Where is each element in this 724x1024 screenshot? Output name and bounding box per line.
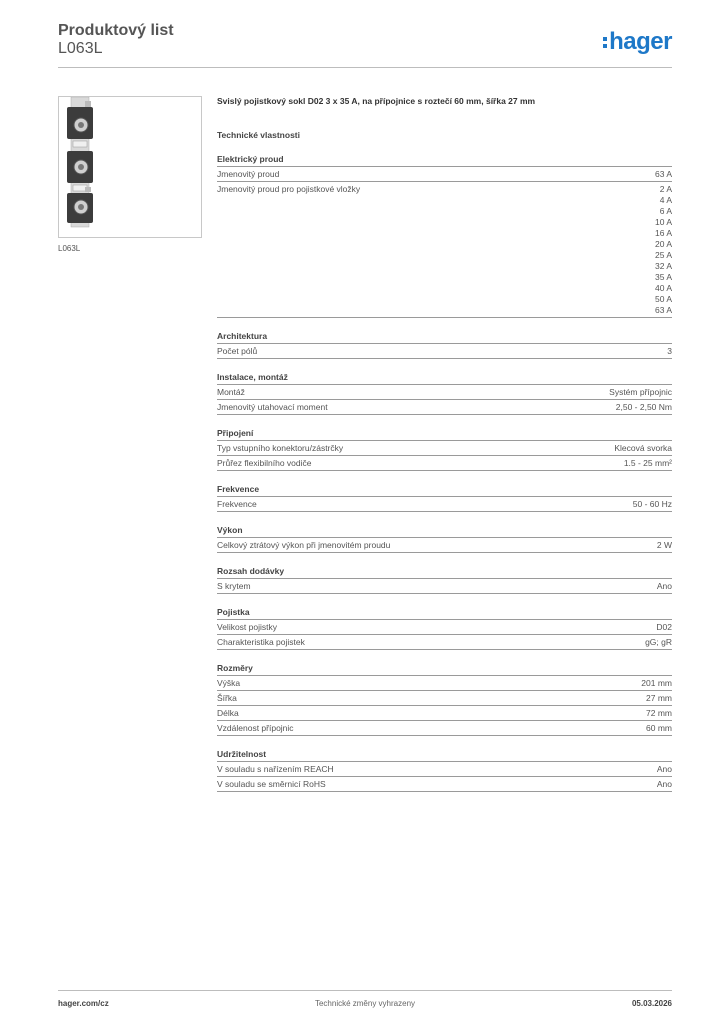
spec-value	[667, 346, 672, 357]
spec-row	[217, 538, 672, 553]
section-title: Rozsah dodávky	[217, 565, 672, 579]
spec-row	[217, 167, 672, 182]
spec-value-item: 27 mm	[646, 693, 672, 703]
section-title: Frekvence	[217, 483, 672, 497]
spec-value	[614, 443, 672, 454]
spec-row	[217, 441, 672, 456]
spec-value-item: gG; gR	[645, 637, 672, 647]
spec-value-item: 25 A	[654, 250, 672, 260]
spec-value	[657, 764, 672, 775]
spec-row	[217, 456, 672, 471]
section-title: Elektrický proud	[217, 153, 672, 167]
spec-value	[609, 387, 672, 398]
spec-section	[217, 748, 672, 792]
spec-value-item: Klecová svorka	[614, 443, 672, 453]
spec-label: Velikost pojistky	[217, 622, 277, 632]
spec-value-item: 2,50 - 2,50 Nm	[615, 402, 672, 412]
spec-label: Průřez flexibilního vodiče	[217, 458, 312, 468]
spec-label: Jmenovitý proud	[217, 169, 280, 179]
spec-label: V souladu se směrnicí RoHS	[217, 779, 326, 789]
spec-label: Typ vstupního konektoru/zástrčky	[217, 443, 344, 453]
spec-value	[657, 540, 672, 551]
spec-row	[217, 620, 672, 635]
spec-row	[217, 497, 672, 512]
spec-value	[646, 693, 672, 704]
spec-value	[616, 402, 672, 413]
spec-label: Celkový ztrátový výkon při jmenovitém proudu	[217, 540, 391, 550]
spec-value-item: 1.5 - 25 mm²	[623, 458, 672, 468]
spec-value-item: Systém přípojnic	[609, 387, 672, 397]
spec-value	[624, 458, 672, 469]
spec-row	[217, 344, 672, 359]
spec-value-item: 50 - 60 Hz	[632, 499, 672, 509]
spec-value-item: 16 A	[654, 228, 672, 238]
spec-row	[217, 777, 672, 792]
spec-value-item: 201 mm	[641, 678, 672, 688]
spec-label: Charakteristika pojistek	[217, 637, 305, 647]
spec-value-item: 72 mm	[646, 708, 672, 718]
spec-value-item: 10 A	[654, 217, 672, 227]
tech-properties-heading: Technické vlastnosti	[217, 130, 300, 140]
spec-label: V souladu s nařízením REACH	[217, 764, 334, 774]
spec-value-item: 35 A	[654, 272, 672, 282]
spec-value	[655, 169, 672, 180]
spec-value-item: 2 A	[659, 184, 672, 194]
spec-row	[217, 635, 672, 650]
image-caption: L063L	[58, 244, 81, 253]
spec-value	[655, 184, 672, 316]
fuse-base-illustration	[59, 97, 201, 237]
spec-value-item: 6 A	[659, 206, 672, 216]
spec-value	[633, 499, 672, 510]
spec-label: Vzdálenost přípojnic	[217, 723, 294, 733]
product-content	[217, 96, 672, 792]
spec-row	[217, 691, 672, 706]
page-footer	[58, 990, 672, 1008]
section-title: Architektura	[217, 330, 672, 344]
spec-section	[217, 565, 672, 594]
page-header	[58, 22, 672, 68]
hager-logo	[603, 28, 672, 56]
spec-value	[657, 581, 672, 592]
spec-row	[217, 762, 672, 777]
spec-section	[217, 662, 672, 736]
spec-label: Délka	[217, 708, 239, 718]
spec-row	[217, 706, 672, 721]
spec-section	[217, 153, 672, 318]
spec-value	[645, 637, 672, 648]
logo-colon-icon	[603, 37, 607, 48]
spec-value-item: 20 A	[654, 239, 672, 249]
product-code: L063L	[58, 40, 103, 57]
section-title: Udržitelnost	[217, 748, 672, 762]
spec-value-item: 3	[667, 346, 672, 356]
spec-row	[217, 721, 672, 736]
footer-website[interactable]: hager.com/cz	[58, 999, 109, 1008]
spec-row	[217, 400, 672, 415]
spec-label: Frekvence	[217, 499, 257, 509]
page-title: Produktový list	[58, 22, 174, 39]
spec-section	[217, 524, 672, 553]
spec-label: Výška	[217, 678, 241, 688]
spec-value	[641, 678, 672, 689]
spec-value-item: 63 A	[654, 169, 672, 179]
spec-row	[217, 676, 672, 691]
spec-section	[217, 606, 672, 650]
spec-value-item: 4 A	[659, 195, 672, 205]
spec-value-item: 50 A	[654, 294, 672, 304]
spec-label: Šířka	[217, 693, 237, 703]
spec-value-item: Ano	[656, 764, 672, 774]
spec-section	[217, 483, 672, 512]
spec-value-item: D02	[656, 622, 672, 632]
section-title: Rozměry	[217, 662, 672, 676]
spec-value-item: Ano	[656, 581, 672, 591]
spec-row	[217, 579, 672, 594]
product-description: Svislý pojistkový sokl D02 3 x 35 A, na přípojnice s roztečí 60 mm, šířka 27 mm	[217, 96, 536, 106]
spec-value	[646, 723, 672, 734]
section-title: Výkon	[217, 524, 672, 538]
spec-sections	[217, 153, 672, 792]
spec-value-item: 32 A	[654, 261, 672, 271]
spec-label: Počet pólů	[217, 346, 258, 356]
spec-section	[217, 330, 672, 359]
spec-section	[217, 371, 672, 415]
footer-date: 05.03.2026	[631, 999, 672, 1008]
logo-text: hager	[609, 28, 672, 55]
section-title: Instalace, montáž	[217, 371, 672, 385]
spec-label: S krytem	[217, 581, 251, 591]
spec-value	[657, 779, 672, 790]
spec-value-item: 63 A	[654, 305, 672, 315]
spec-value-item: 60 mm	[646, 723, 672, 733]
spec-label: Montáž	[217, 387, 245, 397]
spec-value-item: 40 A	[654, 283, 672, 293]
section-title: Pojistka	[217, 606, 672, 620]
section-title: Připojení	[217, 427, 672, 441]
spec-row	[217, 182, 672, 318]
spec-value	[656, 622, 672, 633]
spec-value-item: 2 W	[656, 540, 672, 550]
spec-label: Jmenovitý utahovací moment	[217, 402, 328, 412]
spec-section	[217, 427, 672, 471]
spec-value	[646, 708, 672, 719]
spec-label: Jmenovitý proud pro pojistkové vložky	[217, 184, 361, 194]
spec-value-item: Ano	[656, 779, 672, 789]
product-image	[58, 96, 202, 238]
footer-note: Technické změny vyhrazeny	[314, 999, 416, 1008]
spec-row	[217, 385, 672, 400]
